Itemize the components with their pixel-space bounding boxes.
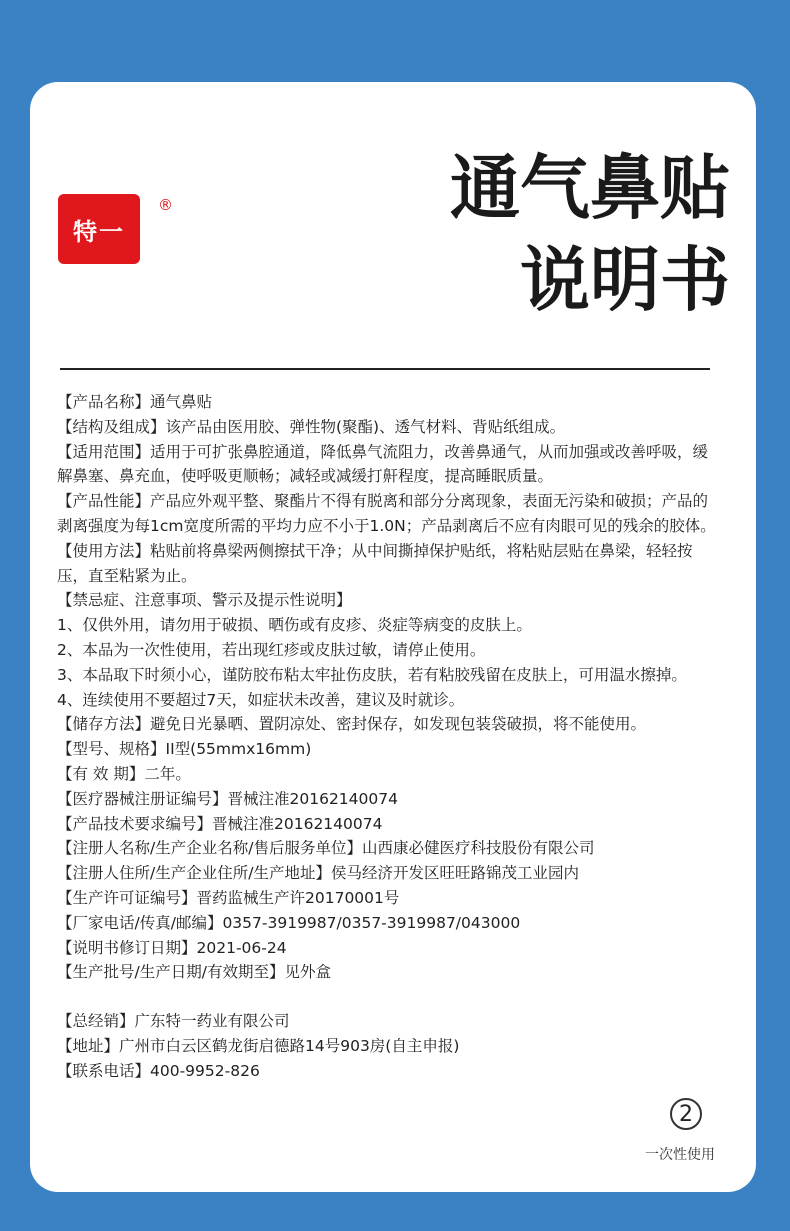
info-line: 【生产许可证编号】晋药监械生产许20170001号 [57, 888, 400, 907]
info-line: 3、本品取下时须小心，谨防胶布粘太牢扯伤皮肤，若有粘胶残留在皮肤上，可用温水擦掉。 [57, 665, 687, 684]
info-line: 【使用方法】粘贴前将鼻梁两侧擦拭干净；从中间撕掉保护贴纸，将粘贴层贴在鼻梁，轻轻按压，直至粘紧为止。 [57, 541, 693, 585]
info-line: 【型号、规格】II型(55mmx16mm) [57, 740, 312, 759]
info-line: 【产品性能】产品应外观平整、聚酯片不得有脱离和部分分离现象，表面无污染和破损；产品的剥离强度为每1cm宽度所需的平均力应不小于1.0N；产品剥离后不应有肉眼可见的残余的胶体。 [57, 492, 716, 535]
section-gap [57, 985, 717, 1009]
info-line: 【结构及组成】该产品由医用胶、弹性物(聚酯)、透气材料、背贴纸组成。 [57, 417, 566, 436]
info-line: 4、连续使用不要超过7天，如症状未改善，建议及时就诊。 [57, 690, 465, 709]
page-title [450, 142, 730, 326]
info-line: 【有 效 期】二年。 [57, 764, 191, 783]
single-use-icon [670, 1098, 702, 1130]
single-use-symbol: 2 [679, 1101, 693, 1127]
distributor-line: 【联系电话】400-9952-826 [57, 1061, 260, 1080]
registered-mark: ® [158, 196, 173, 214]
title-divider [60, 368, 710, 370]
info-line: 【厂家电话/传真/邮编】0357-3919987/0357-3919987/043000 [57, 913, 521, 932]
info-line: 2、本品为一次性使用，若出现红疹或皮肤过敏，请停止使用。 [57, 640, 486, 659]
info-line: 【医疗器械注册证编号】晋械注准20162140074 [57, 789, 398, 808]
info-line: 1、仅供外用，请勿用于破损、晒伤或有皮疹、炎症等病变的皮肤上。 [57, 616, 532, 635]
single-use-label: 一次性使用 [645, 1147, 715, 1163]
info-line: 【生产批号/生产日期/有效期至】见外盒 [57, 963, 331, 982]
distributor-line: 【地址】广州市白云区鹤龙街启德路14号903房(自主申报) [57, 1036, 460, 1055]
info-line: 【产品技术要求编号】晋械注准20162140074 [57, 814, 383, 833]
leaflet-card [30, 82, 756, 1192]
info-line: 【说明书修订日期】2021-06-24 [57, 938, 287, 957]
brand-logo [58, 194, 140, 264]
instructions-text [57, 390, 717, 1084]
title-line-2: 说明书 [520, 239, 730, 321]
info-line: 【适用范围】适用于可扩张鼻腔通道，降低鼻气流阻力，改善鼻通气，从而加强或改善呼吸，缓解鼻塞、鼻充血，使呼吸更顺畅；减轻或减缓打鼾程度，提高睡眠质量。 [57, 442, 709, 486]
distributor-line: 【总经销】广东特一药业有限公司 [57, 1012, 290, 1031]
info-line: 【注册人住所/生产企业住所/生产地址】侯马经济开发区旺旺路锦茂工业园内 [57, 864, 579, 883]
info-line: 【注册人名称/生产企业名称/售后服务单位】山西康必健医疗科技股份有限公司 [57, 839, 595, 858]
info-line: 【储存方法】避免日光暴晒、置阴凉处、密封保存，如发现包装袋破损，将不能使用。 [57, 715, 647, 734]
info-line: 【禁忌症、注意事项、警示及提示性说明】 [57, 591, 352, 610]
info-line: 【产品名称】通气鼻贴 [57, 393, 213, 411]
title-line-1: 通气鼻贴 [450, 147, 730, 229]
brand-logo-text: 特一 [73, 217, 125, 246]
